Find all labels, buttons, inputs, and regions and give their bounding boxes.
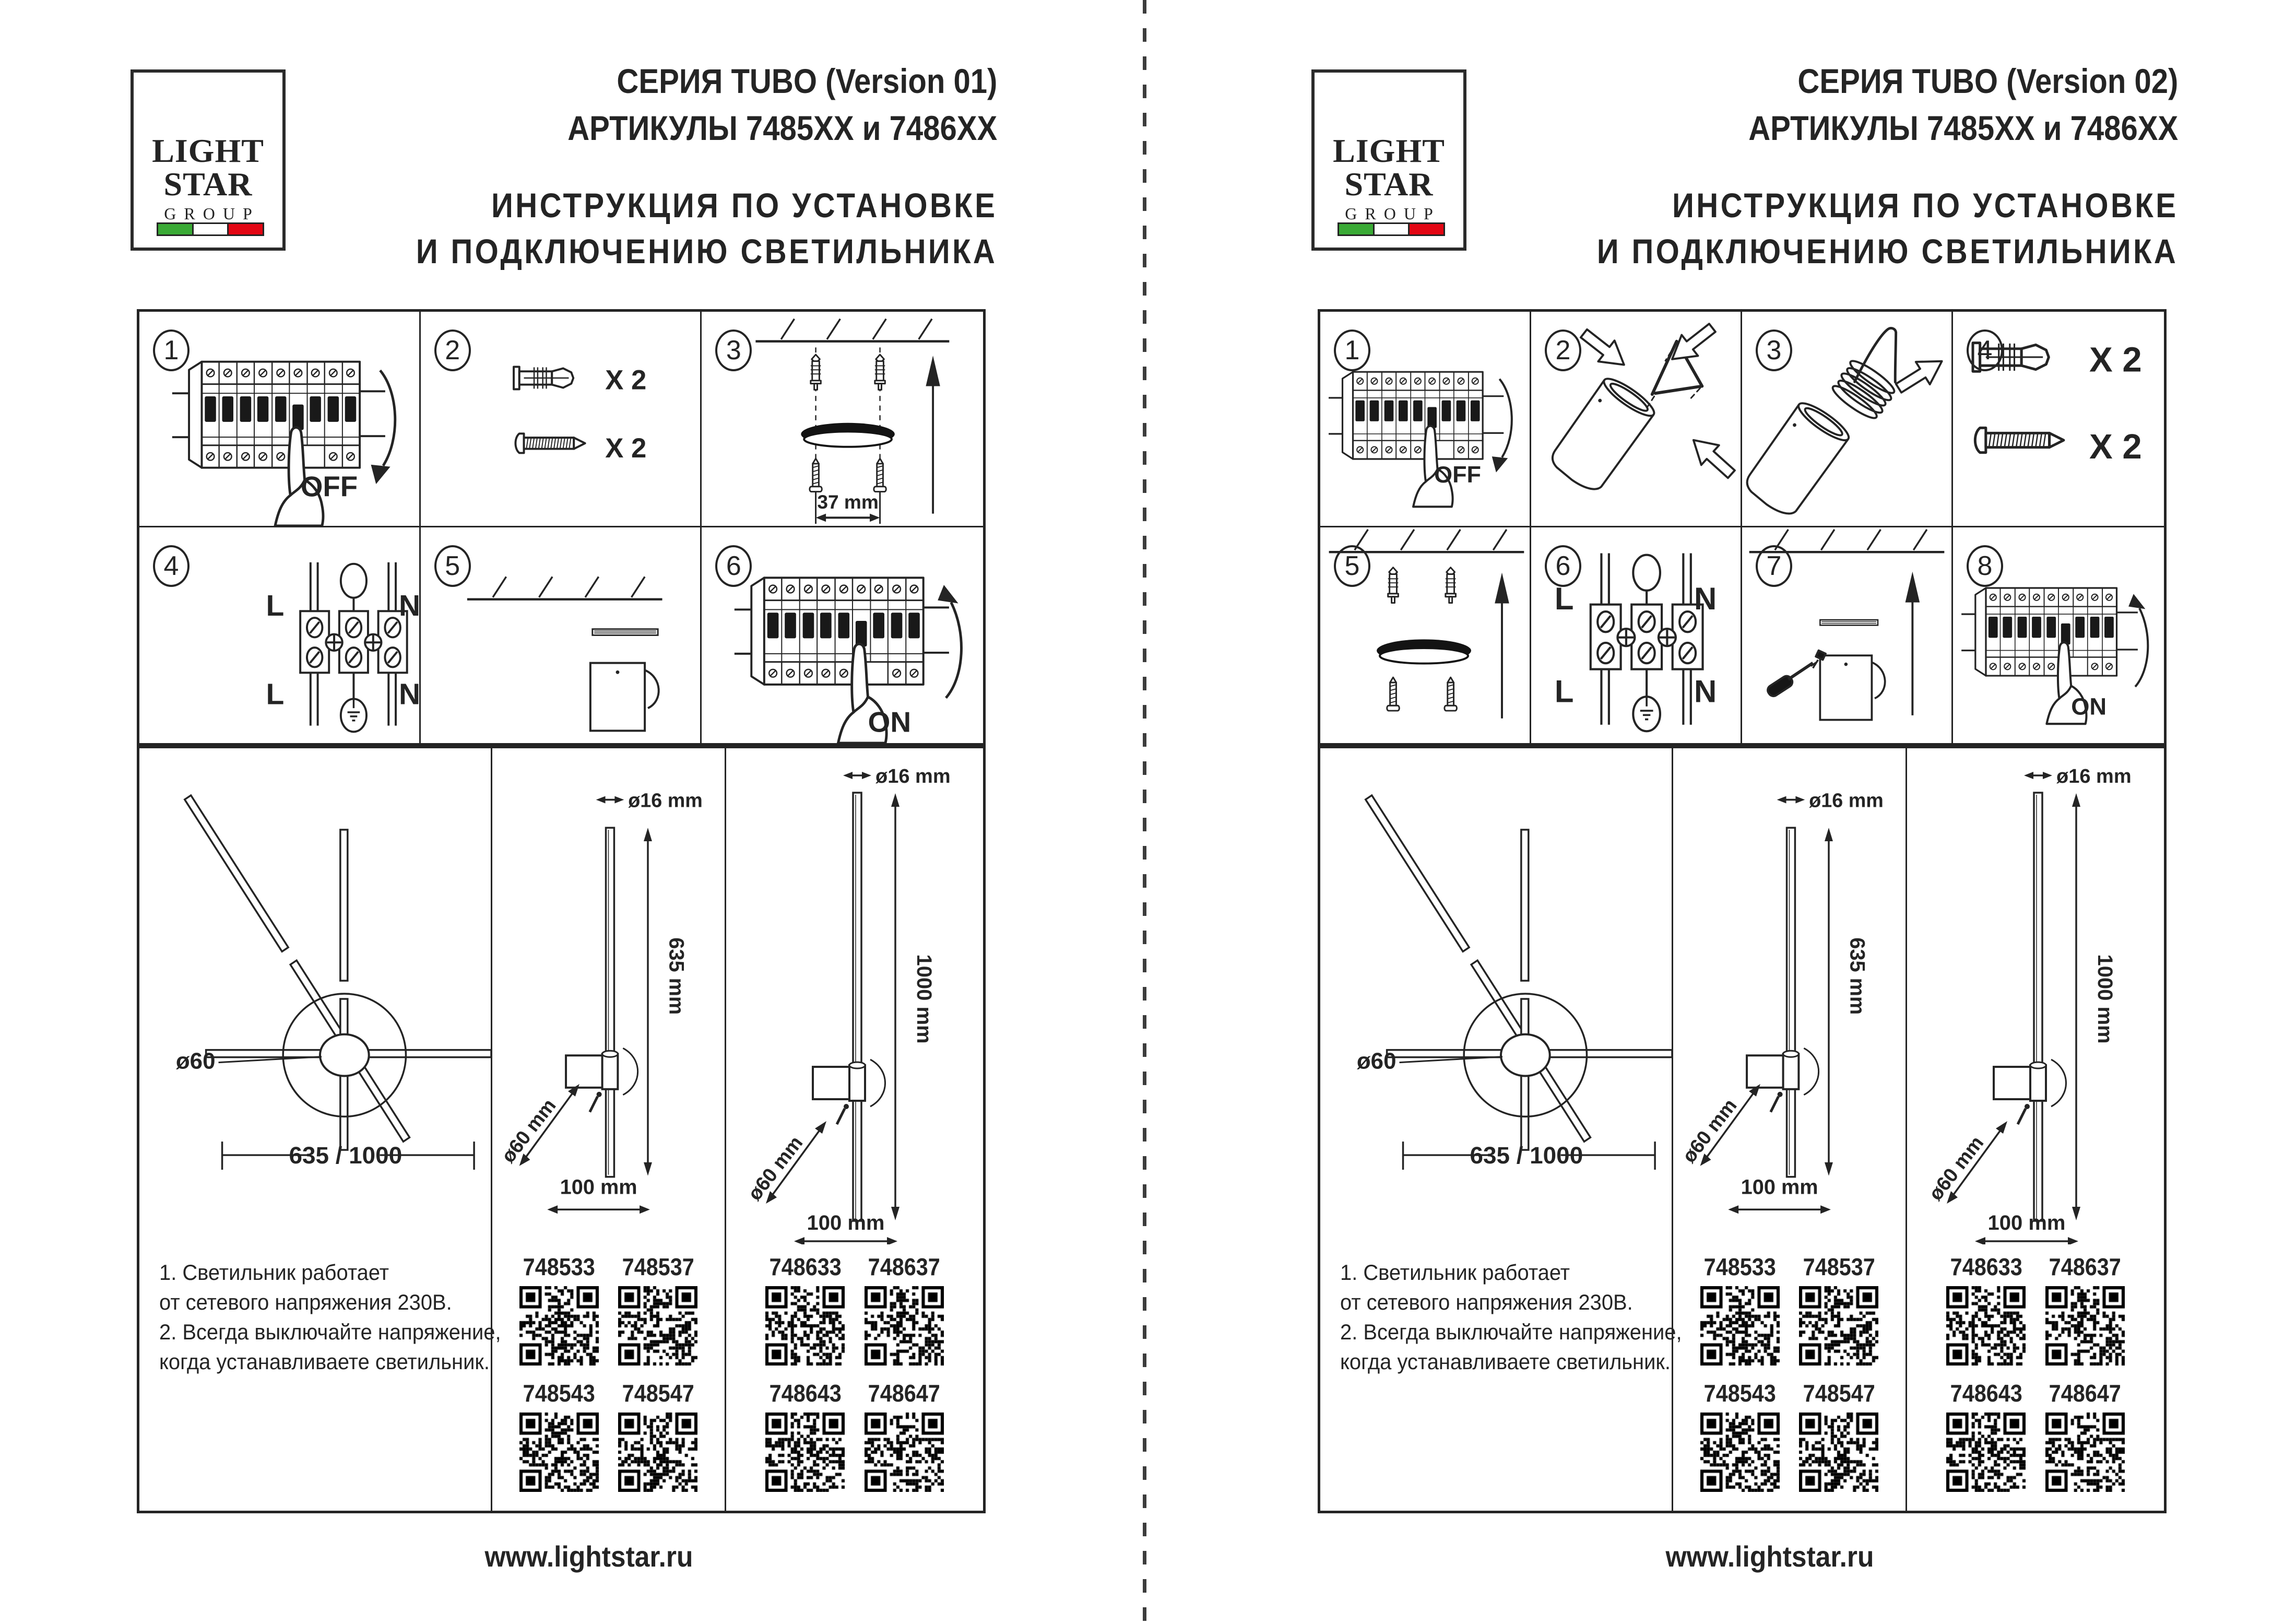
note-line: 2. Всегда выключайте напряжение,	[1340, 1320, 1682, 1344]
step-cell-3	[1742, 312, 1953, 527]
step-number-badge: 2	[1545, 329, 1581, 371]
note-line: когда устанавливаете светильник.	[159, 1349, 490, 1374]
note-line: когда устанавливаете светильник.	[1340, 1349, 1671, 1374]
flag-red	[1410, 224, 1443, 234]
side-view-1000-column	[1907, 748, 2164, 1511]
logo-word-group: GROUP	[164, 204, 260, 223]
product-code-item	[1700, 1253, 1780, 1366]
qr-code	[1700, 1286, 1780, 1366]
side-view-635-column	[492, 748, 726, 1511]
step-cell-2	[421, 312, 702, 527]
installation-steps-grid	[1318, 309, 2167, 746]
product-code: 748543	[523, 1380, 595, 1407]
product-code-item	[618, 1379, 699, 1492]
step-cell-6	[1531, 527, 1742, 743]
step-number-badge: 3	[715, 329, 752, 371]
logo-word-group: GROUP	[1345, 204, 1441, 223]
product-codes-row	[1673, 1379, 1906, 1492]
product-code: 748647	[868, 1380, 940, 1407]
qr-code	[2045, 1286, 2125, 1366]
product-codes-row	[726, 1253, 983, 1366]
side-view-1000-column	[726, 748, 983, 1511]
product-code: 748643	[1950, 1380, 2022, 1407]
product-code: 748547	[1803, 1380, 1875, 1407]
qr-code	[1799, 1413, 1878, 1492]
product-code-item	[519, 1253, 599, 1366]
step-number-badge: 1	[153, 329, 190, 371]
qr-code	[765, 1413, 845, 1492]
top-view-column	[139, 748, 501, 1511]
step-number-badge: 6	[1545, 545, 1581, 587]
flag-green	[158, 224, 192, 234]
step-number-badge: 4	[1967, 329, 2003, 371]
product-code: 748533	[523, 1253, 595, 1280]
lamp-top-view	[139, 752, 491, 1229]
italian-flag-bar	[1338, 222, 1445, 236]
lamp-side-view-635	[492, 748, 725, 1244]
product-code-item	[2045, 1253, 2125, 1366]
step-cell-1	[139, 312, 421, 527]
flag-green	[1339, 224, 1373, 234]
product-code-item	[618, 1253, 699, 1366]
dimensions-and-codes-grid	[1318, 746, 2167, 1513]
lamp-top-view	[1320, 752, 1672, 1229]
step-number-badge: 4	[153, 545, 190, 587]
product-code: 748637	[868, 1253, 940, 1280]
flag-white	[192, 224, 229, 234]
note-line: 1. Светильник работает	[159, 1260, 389, 1285]
step-number-badge: 8	[1967, 545, 2003, 587]
qr-code	[1700, 1413, 1780, 1492]
series-title: СЕРИЯ TUBO (Version 01)	[617, 62, 997, 100]
lamp-side-view-1000	[739, 748, 974, 1244]
qr-code	[865, 1413, 944, 1492]
side-view-635-column	[1673, 748, 1907, 1511]
step-cell-4	[139, 527, 421, 743]
product-codes-row	[492, 1379, 725, 1492]
lightstar-logo	[1311, 69, 1466, 251]
qr-code	[865, 1286, 944, 1366]
step-number-badge: 6	[715, 545, 752, 587]
logo-word-light: LIGHT	[1333, 132, 1445, 169]
qr-code	[519, 1413, 599, 1492]
step-number-badge: 2	[434, 329, 471, 371]
product-code: 748633	[1950, 1253, 2022, 1280]
step-number-badge: 5	[434, 545, 471, 587]
step-cell-2	[1531, 312, 1742, 527]
product-code: 748643	[769, 1380, 842, 1407]
flag-white	[1373, 224, 1410, 234]
product-code-item	[1946, 1253, 2027, 1366]
product-code-item	[864, 1379, 944, 1492]
note-line: 1. Светильник работает	[1340, 1260, 1570, 1285]
qr-code	[1946, 1413, 2026, 1492]
website-url: www.lightstar.ru	[484, 1540, 693, 1573]
safety-notes	[159, 1257, 501, 1376]
product-codes-row	[1907, 1379, 2164, 1492]
step-cell-1	[1320, 312, 1531, 527]
step-number-badge: 7	[1756, 545, 1792, 587]
articles-title: АРТИКУЛЫ 7485XX и 7486XX	[567, 109, 997, 147]
product-code: 748533	[1703, 1253, 1776, 1280]
product-code: 748537	[1803, 1253, 1875, 1280]
product-code-item	[1700, 1379, 1780, 1492]
product-code-item	[1799, 1253, 1879, 1366]
note-line: от сетевого напряжения 230В.	[159, 1290, 452, 1314]
product-code-item	[2045, 1379, 2125, 1492]
product-code: 748647	[2049, 1380, 2121, 1407]
product-code-item	[864, 1253, 944, 1366]
product-code-item	[765, 1253, 846, 1366]
step-number-badge: 5	[1334, 545, 1370, 587]
lamp-side-view-1000	[1920, 748, 2155, 1244]
articles-title: АРТИКУЛЫ 7485XX и 7486XX	[1748, 109, 2178, 147]
qr-code	[618, 1286, 697, 1366]
installation-steps-grid	[137, 309, 986, 746]
product-code: 748637	[2049, 1253, 2121, 1280]
logo-word-star: STAR	[163, 166, 253, 203]
note-line: от сетевого напряжения 230В.	[1340, 1290, 1633, 1314]
step-cell-6	[702, 527, 983, 743]
product-code: 748543	[1703, 1380, 1776, 1407]
logo-word-star: STAR	[1344, 166, 1434, 203]
product-code: 748633	[769, 1253, 842, 1280]
step-cell-8	[1953, 527, 2164, 743]
note-line: 2. Всегда выключайте напряжение,	[159, 1320, 501, 1344]
product-codes-row	[1907, 1253, 2164, 1366]
logo-word-light: LIGHT	[152, 132, 264, 169]
step-cell-5	[1320, 527, 1531, 743]
instruction-title-line1: ИНСТРУКЦИЯ ПО УСТАНОВКЕ	[491, 186, 997, 225]
italian-flag-bar	[157, 222, 264, 236]
product-code-item	[1799, 1379, 1879, 1492]
qr-code	[765, 1286, 845, 1366]
instruction-title-line1: ИНСТРУКЦИЯ ПО УСТАНОВКЕ	[1672, 186, 2178, 225]
qr-code	[519, 1286, 599, 1366]
series-title: СЕРИЯ TUBO (Version 02)	[1797, 62, 2178, 100]
qr-code	[1799, 1286, 1878, 1366]
qr-code	[2045, 1413, 2125, 1492]
product-codes-row	[1673, 1253, 1906, 1366]
step-cell-5	[421, 527, 702, 743]
product-code-item	[765, 1379, 846, 1492]
instruction-title-line2: И ПОДКЛЮЧЕНИЮ СВЕТИЛЬНИКА	[416, 232, 997, 270]
product-code-item	[1946, 1379, 2027, 1492]
instruction-title-line2: И ПОДКЛЮЧЕНИЮ СВЕТИЛЬНИКА	[1596, 232, 2178, 270]
product-code: 748547	[622, 1380, 694, 1407]
qr-code	[618, 1413, 697, 1492]
step-number-badge: 3	[1756, 329, 1792, 371]
page-version-02	[1181, 0, 2296, 1624]
product-code: 748537	[622, 1253, 694, 1280]
step-cell-3	[702, 312, 983, 527]
lamp-side-view-635	[1673, 748, 1906, 1244]
flag-red	[229, 224, 263, 234]
product-code-item	[519, 1379, 599, 1492]
website-url: www.lightstar.ru	[1665, 1540, 1874, 1573]
dimensions-and-codes-grid	[137, 746, 986, 1513]
safety-notes	[1340, 1257, 1682, 1376]
step-number-badge: 1	[1334, 329, 1370, 371]
product-codes-row	[492, 1253, 725, 1366]
product-codes-row	[726, 1379, 983, 1492]
top-view-column	[1320, 748, 1682, 1511]
step-cell-7	[1742, 527, 1953, 743]
qr-code	[1946, 1286, 2026, 1366]
step-cell-4	[1953, 312, 2164, 527]
lightstar-logo	[131, 69, 286, 251]
